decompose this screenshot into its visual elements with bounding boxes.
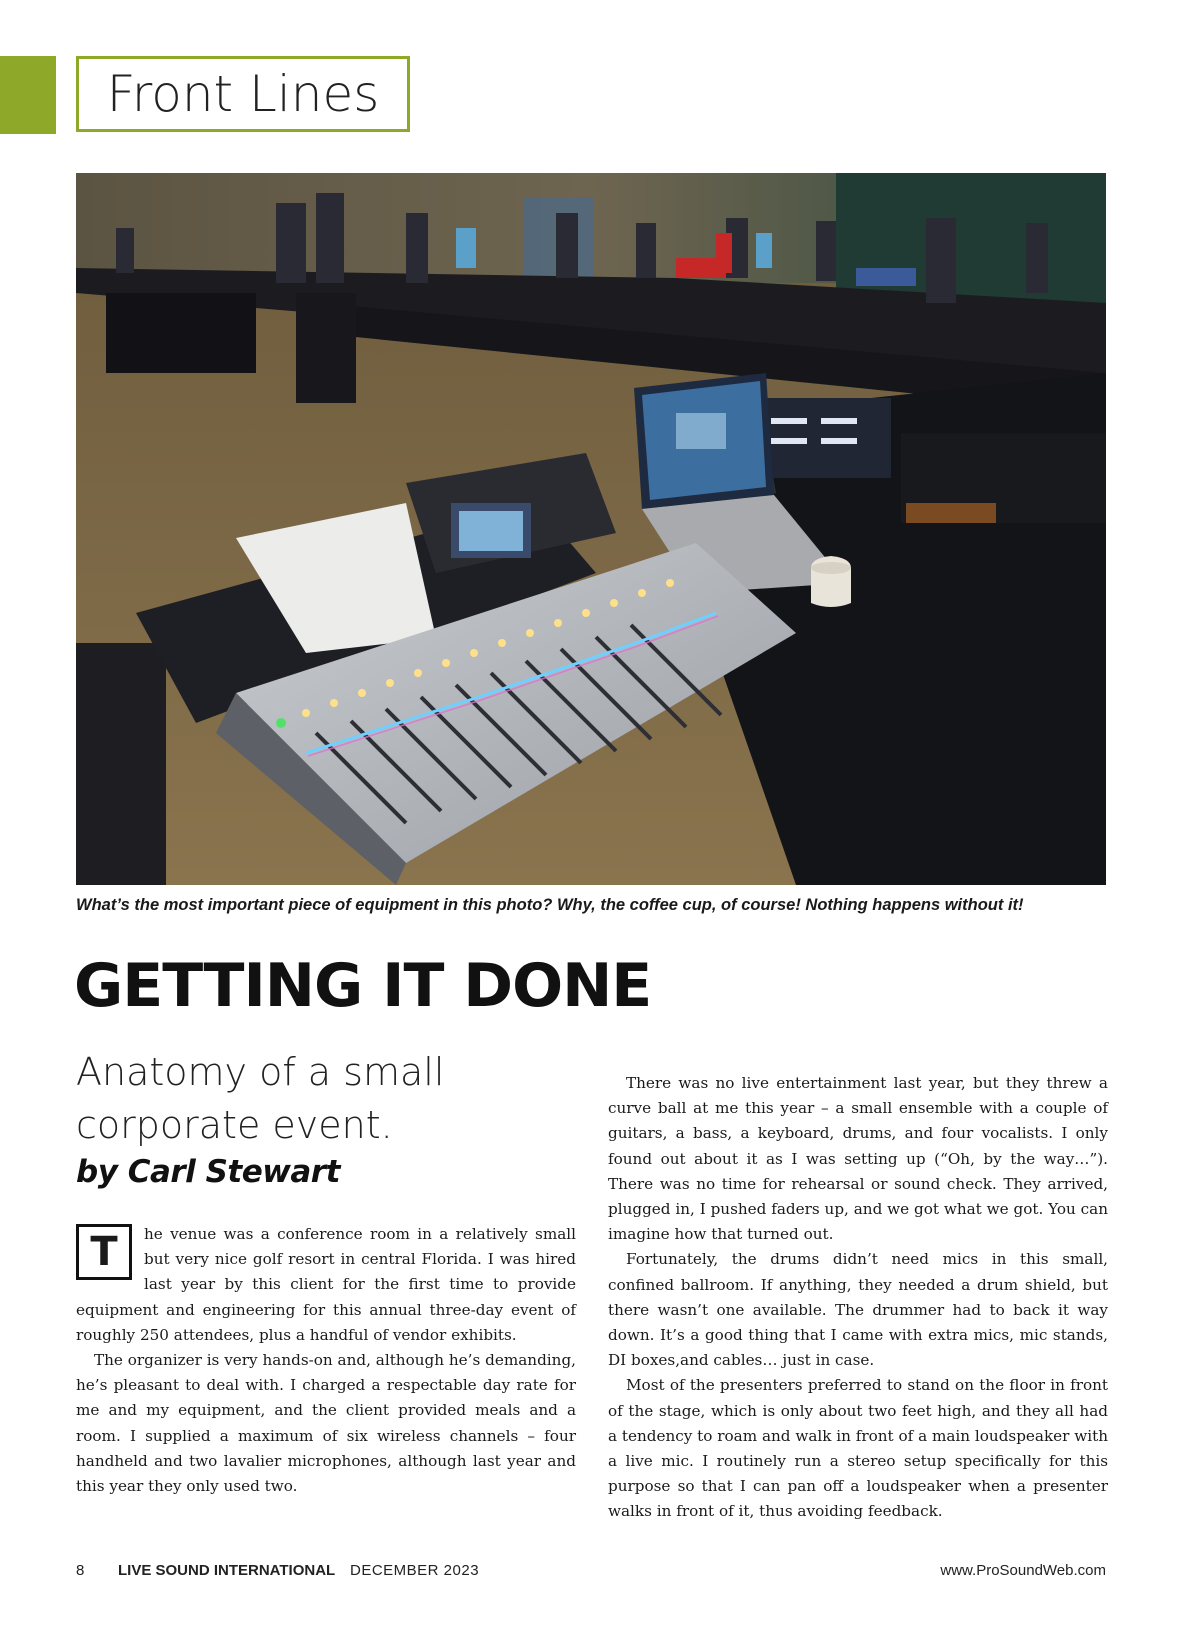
section-label: Front Lines [76, 56, 410, 132]
photo-caption: What’s the most important piece of equipment in this photo? Why, the coffee cup, of course! Nothing happens without it! [76, 896, 1024, 914]
page-number: 8 [76, 1562, 85, 1579]
magazine-name: LIVE SOUND INTERNATIONAL [118, 1562, 336, 1579]
website-url: www.ProSoundWeb.com [940, 1562, 1106, 1579]
paragraph: Most of the presenters preferred to stand on the floor in front of the stage, which is only about two feet high, and they all had a tendency to roam and walk in front of a main loudspeaker with a live mic. I routinely run a stereo setup specifically for this purpose so that I can pan off a loudspeaker when a presenter walks in front of it, thus avoiding feedback. [608, 1376, 1108, 1521]
paragraph: he venue was a conference room in a relatively small but very nice golf resort in central Florida. I was hired last year by this client for the first time to provide equipment and engineering for this annual three-day event of roughly 250 attendees, plus a handful of vendor exhibits. [76, 1225, 576, 1344]
article-column-left [76, 1222, 576, 1499]
drop-cap: T [76, 1224, 132, 1280]
mixing-console-photo [76, 173, 1106, 885]
article-byline: by Carl Stewart [76, 1154, 340, 1190]
section-accent-bar [0, 56, 56, 134]
article-headline: GETTING IT DONE [74, 951, 652, 1021]
article-photo [76, 173, 1106, 885]
article-column-right [608, 1071, 1108, 1525]
paragraph: Fortunately, the drums didn’t need mics in this small, confined ballroom. If anything, they needed a drum shield, but there wasn’t one available. The drummer had to back it way down. It’s a good thing that I came with extra mics, mic stands, DI boxes,and cables… just in case. [608, 1250, 1108, 1370]
article-deck: Anatomy of a small corporate event. [76, 1050, 445, 1147]
page-footer [76, 1562, 1106, 1582]
issue-date: DECEMBER 2023 [350, 1562, 480, 1579]
paragraph: There was no live entertainment last year, but they threw a curve ball at me this year – a small ensemble with a couple of guitars, a bass, a keyboard, drums, and four vocalists. I only found out about it as I was setting up (“Oh, by the way…”). There was no time for rehearsal or sound check. They arrived, plugged in, I pushed faders up, and we got what we got. You can imagine how that turned out. [608, 1074, 1108, 1244]
paragraph: The organizer is very hands-on and, although he’s demanding, he’s pleasant to deal with. I charged a respectable day rate for me and my equipment, and the client provided meals and a room. I supplied a maximum of six wireless channels – four handheld and two lavalier microphones, although last year and this year they only used two. [76, 1351, 576, 1496]
